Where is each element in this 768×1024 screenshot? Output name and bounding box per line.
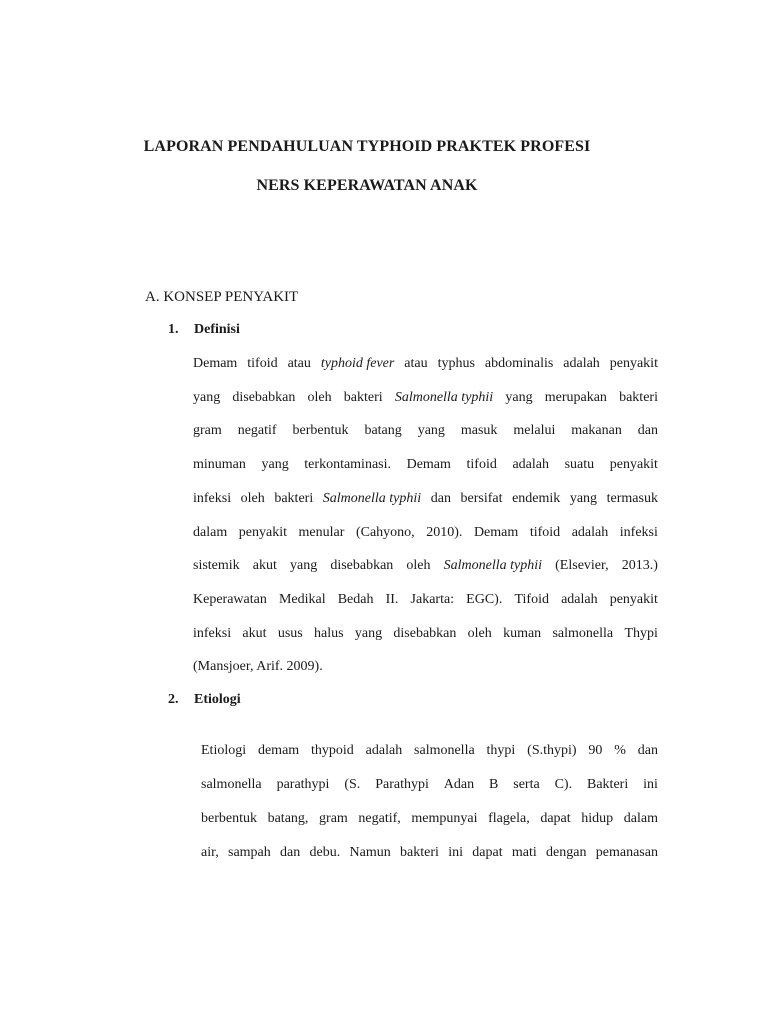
definisi-line — [193, 456, 658, 474]
word: tifoid — [247, 356, 278, 371]
definisi-line — [193, 422, 658, 440]
word: bakteri — [343, 389, 383, 405]
word: disebabkan — [330, 558, 394, 574]
word: berbentuk — [292, 423, 349, 439]
word: 2010). — [426, 524, 463, 540]
definisi-line — [193, 591, 658, 609]
word: dapat — [472, 845, 503, 860]
word: 2013.) — [621, 558, 658, 574]
word: sistemik — [193, 558, 240, 574]
word: II. — [385, 591, 399, 607]
word: pemanasan — [595, 845, 658, 860]
word: adalah — [571, 524, 609, 540]
word: parathypi — [276, 777, 330, 792]
word: Adan — [443, 777, 475, 792]
word: oleh — [240, 490, 265, 506]
word: (Elsevier, — [555, 558, 609, 574]
word: bakteri — [619, 389, 658, 405]
definisi-line — [193, 355, 658, 373]
word: menular — [298, 524, 345, 540]
definisi-line — [193, 490, 658, 508]
word: adalah — [561, 591, 598, 607]
definisi-line — [193, 557, 658, 575]
word: Demam — [473, 524, 519, 540]
word: negatif — [237, 423, 277, 439]
word: dapat — [540, 811, 571, 826]
word: gram — [319, 811, 348, 826]
word: dan — [637, 743, 658, 758]
word: (Mansjoer, Arif. 2009). — [193, 659, 323, 675]
word: Etiologi — [201, 743, 247, 758]
italic-term: Salmonella typhii — [394, 389, 494, 405]
word: salmonella — [552, 625, 614, 641]
word: suatu — [564, 457, 595, 473]
word: (S. — [344, 777, 361, 792]
word: yang — [193, 389, 221, 405]
word: dalam — [623, 811, 658, 826]
word: dalam — [193, 524, 228, 540]
word: Namun — [349, 845, 391, 860]
word: batang, — [267, 811, 309, 826]
word: bersifat — [460, 490, 503, 506]
word: ini — [643, 777, 658, 792]
italic-term: Salmonella typhii — [443, 558, 543, 574]
subheading-number: 1. — [168, 322, 179, 337]
word: halus — [314, 625, 344, 641]
section-heading: A. KONSEP PENYAKIT — [145, 289, 299, 305]
word: salmonella — [201, 777, 262, 792]
word: Thypi — [624, 625, 658, 641]
word: mempunyai — [411, 811, 478, 826]
word: atau — [287, 356, 311, 371]
word: batang — [364, 423, 402, 439]
word: Keperawatan — [193, 591, 267, 607]
definisi-line — [193, 625, 658, 643]
word: Medikal — [278, 591, 326, 607]
document-title-line-2: NERS KEPERAWATAN ANAK — [256, 177, 478, 194]
word: melalui — [513, 423, 556, 439]
word: disebabkan — [232, 389, 296, 405]
etiologi-line — [201, 810, 658, 828]
word: dengan — [546, 845, 587, 860]
subheading-label: Definisi — [194, 322, 240, 337]
word: adalah — [563, 356, 600, 371]
italic-term: typhoid fever — [320, 356, 395, 371]
word: abdominalis — [484, 356, 554, 371]
word: tifoid — [529, 524, 561, 540]
word: masuk — [460, 423, 498, 439]
etiologi-line — [201, 776, 658, 794]
word: (Cahyono, — [355, 524, 415, 540]
word: gram — [193, 423, 222, 439]
word: (S.thypi) — [527, 743, 577, 758]
word: atau — [404, 356, 428, 371]
word: oleh — [307, 389, 332, 405]
subheading-number: 2. — [168, 692, 179, 707]
word: usus — [277, 625, 303, 641]
word: endemik — [512, 490, 561, 506]
word: Bedah — [337, 591, 374, 607]
word: thypi — [486, 743, 516, 758]
word: thypoid — [311, 743, 354, 758]
word: yang — [505, 389, 533, 405]
word: bakteri — [274, 490, 314, 506]
word: dan — [280, 845, 301, 860]
word: kuman — [503, 625, 542, 641]
word: yang — [261, 457, 289, 473]
word: Jakarta: — [410, 591, 455, 607]
subheading-etiologi — [168, 692, 241, 708]
word: yang — [417, 423, 445, 439]
word: yang — [569, 490, 598, 506]
word: terkontaminasi. — [304, 457, 391, 473]
etiologi-line — [201, 844, 658, 862]
word: infeksi — [619, 524, 658, 540]
word: tifoid — [466, 457, 497, 473]
word: termasuk — [606, 490, 658, 506]
definisi-line — [193, 658, 658, 676]
subheading-label: Etiologi — [194, 692, 241, 707]
word: Tifoid — [514, 591, 549, 607]
word: typhus — [437, 356, 475, 371]
word: Bakteri — [587, 777, 629, 792]
word: akut — [252, 558, 277, 574]
word: merupakan — [544, 389, 607, 405]
word: Demam — [406, 457, 451, 473]
document-title-line-1: LAPORAN PENDAHULUAN TYPHOID PRAKTEK PROFESI — [143, 138, 591, 155]
word: debu. — [309, 845, 341, 860]
word: adalah — [512, 457, 549, 473]
word: ini — [448, 845, 463, 860]
word: flagela, — [488, 811, 530, 826]
word: minuman — [193, 457, 246, 473]
word: adalah — [365, 743, 403, 758]
word: penyakit — [609, 457, 658, 473]
word: demam — [257, 743, 300, 758]
word: penyakit — [609, 356, 658, 371]
word: yang — [290, 558, 318, 574]
definisi-line — [193, 389, 658, 407]
subheading-definisi — [168, 322, 240, 338]
word: berbentuk — [201, 811, 257, 826]
word: hidup — [581, 811, 614, 826]
word: air, — [201, 845, 219, 860]
word: dan — [637, 423, 658, 439]
word: penyakit — [609, 591, 658, 607]
word: bakteri — [400, 845, 439, 860]
word: sampah — [228, 845, 271, 860]
word: infeksi — [193, 490, 232, 506]
word: dan — [430, 490, 451, 506]
word: 90 — [588, 743, 603, 758]
word: EGC). — [466, 591, 503, 607]
word: B — [489, 777, 499, 792]
word: mati — [511, 845, 537, 860]
word: oleh — [406, 558, 431, 574]
word: Parathypi — [375, 777, 429, 792]
word: serta — [513, 777, 540, 792]
etiologi-line — [201, 742, 658, 760]
word: makanan — [571, 423, 622, 439]
word: yang — [354, 625, 383, 641]
word: negatif, — [358, 811, 401, 826]
word: akut — [242, 625, 267, 641]
word: oleh — [467, 625, 492, 641]
word: penyakit — [238, 524, 287, 540]
italic-term: Salmonella typhii — [322, 490, 422, 506]
definisi-line — [193, 524, 658, 542]
word: salmonella — [414, 743, 475, 758]
word: Demam — [193, 356, 238, 371]
word: C). — [554, 777, 573, 792]
word: % — [614, 743, 626, 758]
word: infeksi — [193, 625, 232, 641]
word: disebabkan — [393, 625, 457, 641]
